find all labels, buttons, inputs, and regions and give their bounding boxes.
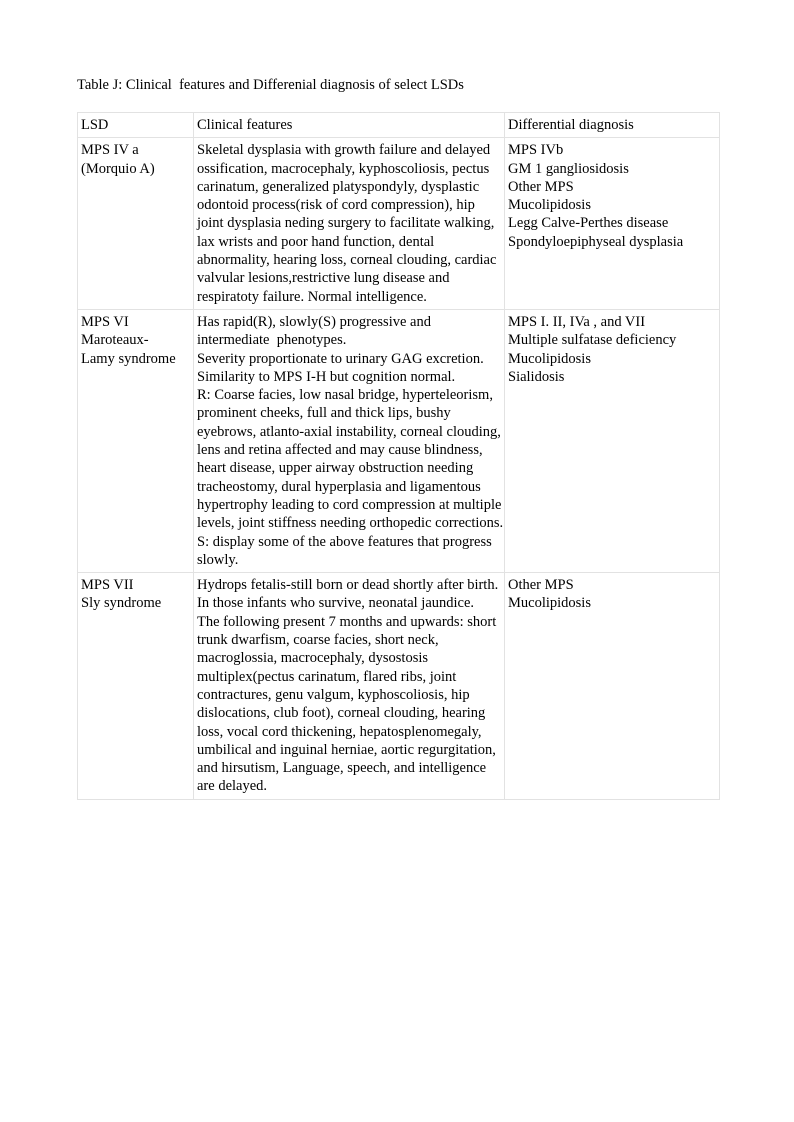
cell-clinical-features: Hydrops fetalis-still born or dead shortly after birth. In those infants who survive, neonatal jaundice. The following present 7 months and upwards: short trunk dwarfism, coarse facies, short neck, macroglossia, macrocephaly, dysostosis multiplex(pectus carinatum, flared ribs, joint contractures, genu valgum, kyphoscoliosis, hip dislocations, club foot), corneal clouding, hearing loss, vocal cord thickening, hepatosplenomegaly, umbilical and inguinal herniae, aortic regurgitation, and hirsutism, Language, speech, and intelligence are delayed.: [194, 573, 505, 800]
cell-clinical-features: Skeletal dysplasia with growth failure and delayed ossification, macrocephaly, kyphoscoliosis, pectus carinatum, generalized platyspondyly, dysplastic odontoid process(risk of cord compression), hip joint dysplasia neding surgery to facilitate walking, lax wrists and poor hand function, dental abnormality, hearing loss, corneal clouding, cardiac valvular lesions,restrictive lung disease and respiratoty failure. Normal intelligence.: [194, 138, 505, 310]
lsd-table: [77, 112, 720, 800]
cell-differential-diagnosis: MPS I. II, IVa , and VII Multiple sulfatase deficiency Mucolipidosis Sialidosis: [505, 309, 720, 572]
table-caption: Table J: Clinical features and Differenial diagnosis of select LSDs: [77, 77, 464, 93]
cell-differential-diagnosis: MPS IVb GM 1 gangliosidosis Other MPS Mucolipidosis Legg Calve-Perthes disease Spondyloepiphyseal dysplasia: [505, 138, 720, 310]
cell-clinical-features: Has rapid(R), slowly(S) progressive and intermediate phenotypes. Severity proportionate to urinary GAG excretion. Similarity to MPS I-H but cognition normal. R: Coarse facies, low nasal bridge, hyperteleorism, prominent cheeks, full and thick lips, bushy eyebrows, atlanto-axial instability, corneal clouding, lens and retina affected and may cause blindness, heart disease, upper airway obstruction needing tracheostomy, dural hyperplasia and ligamentous hypertrophy leading to cord compression at multiple levels, joint stiffness needing orthopedic corrections. S: display some of the above features that progress slowly.: [194, 309, 505, 572]
header-differential-diagnosis: Differential diagnosis: [505, 113, 720, 138]
table-header-row: [78, 113, 720, 138]
cell-lsd: MPS VI Maroteaux- Lamy syndrome: [78, 309, 194, 572]
table-row: [78, 138, 720, 310]
cell-differential-diagnosis: Other MPS Mucolipidosis: [505, 573, 720, 800]
header-clinical-features: Clinical features: [194, 113, 505, 138]
cell-lsd: MPS VII Sly syndrome: [78, 573, 194, 800]
header-lsd: LSD: [78, 113, 194, 138]
document-page: [77, 76, 719, 800]
table-row: [78, 309, 720, 572]
table-row: [78, 573, 720, 800]
cell-lsd: MPS IV a (Morquio A): [78, 138, 194, 310]
